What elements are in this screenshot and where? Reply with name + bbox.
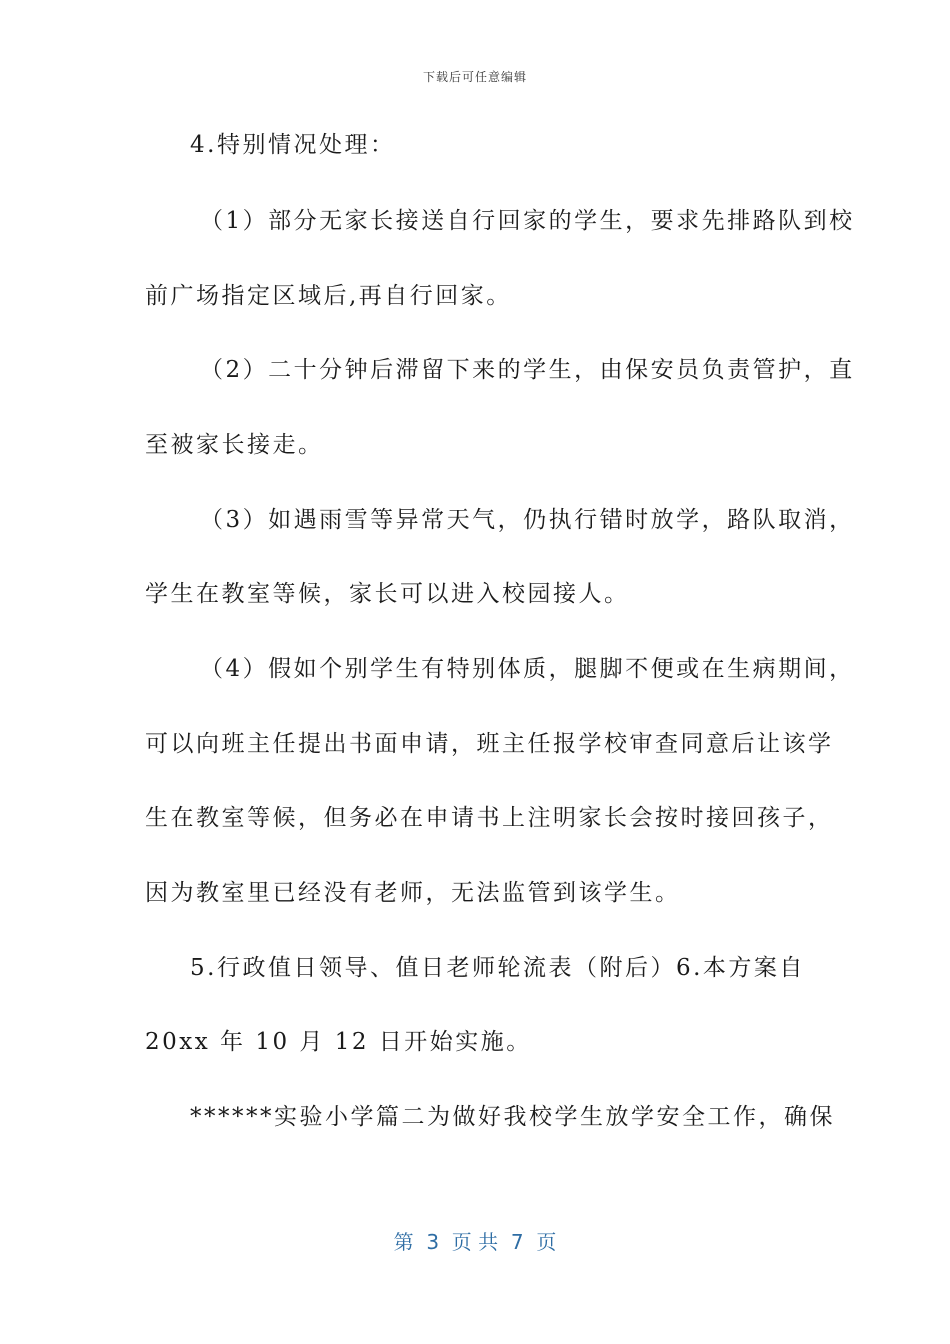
paragraph-line: 因为教室里已经没有老师，无法监管到该学生。: [145, 880, 681, 906]
paragraph-line: ******实验小学篇二为做好我校学生放学安全工作，确保: [190, 1104, 835, 1130]
paragraph-line: 5.行政值日领导、值日老师轮流表（附后）6.本方案自: [190, 955, 805, 981]
paragraph-line: 可以向班主任提出书面申请，班主任报学校审查同意后让该学: [145, 731, 834, 757]
paragraph-line: 至被家长接走。: [145, 432, 324, 458]
header-note: 下载后可任意编辑: [422, 70, 527, 84]
paragraph-line: 前广场指定区域后,再自行回家。: [145, 283, 512, 309]
paragraph-line: （2）二十分钟后滞留下来的学生，由保安员负责管护，直: [200, 357, 855, 383]
paragraph-heading-4: 4.特别情况处理：: [190, 132, 396, 158]
paragraph-line: 学生在教室等候，家长可以进入校园接人。: [145, 581, 630, 607]
paragraph-line: （1）部分无家长接送自行回家的学生，要求先排路队到校: [200, 208, 855, 234]
paragraph-line: （3）如遇雨雪等异常天气，仍执行错时放学，路队取消，: [200, 507, 855, 533]
paragraph-line: 20xx 年 10 月 12 日开始实施。: [145, 1029, 532, 1055]
page-number-footer: 第 3 页 共 7 页: [393, 1230, 557, 1254]
paragraph-line: （4）假如个别学生有特别体质，腿脚不便或在生病期间，: [200, 656, 855, 682]
paragraph-line: 生在教室等候，但务必在申请书上注明家长会按时接回孩子，: [145, 805, 834, 831]
